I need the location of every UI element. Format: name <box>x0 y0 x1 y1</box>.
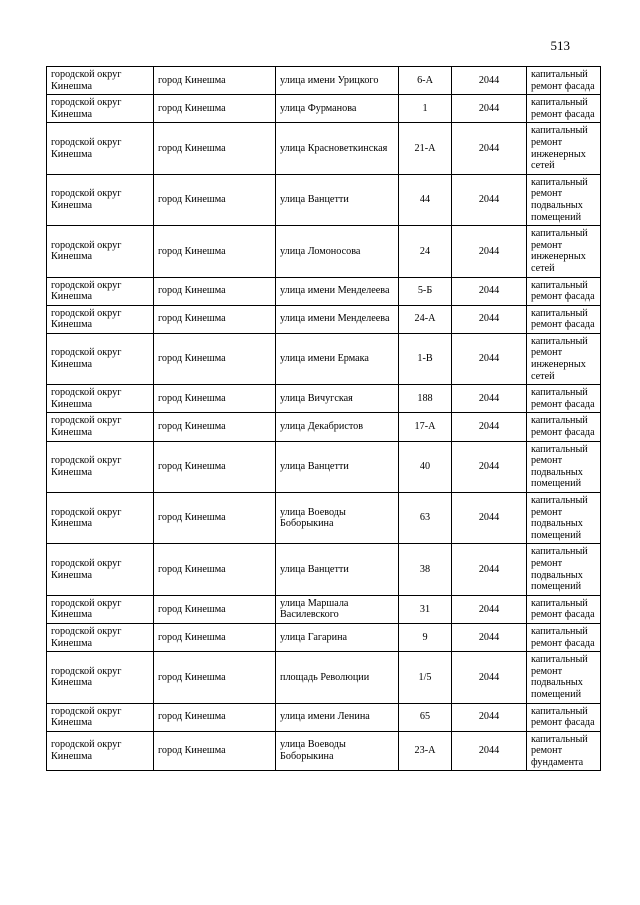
cell-street: улица имени Урицкого <box>276 67 399 95</box>
table-row <box>47 703 601 731</box>
cell-street: улица имени Ермака <box>276 333 399 384</box>
cell-work-type: капитальный ремонт подвальных помещений <box>527 493 601 544</box>
cell-okrug: городской округ Кинешма <box>47 95 154 123</box>
cell-work-type: капитальный ремонт подвальных помещений <box>527 441 601 492</box>
cell-city: город Кинешма <box>154 123 276 174</box>
table-row <box>47 441 601 492</box>
cell-street: улица Ванцетти <box>276 544 399 595</box>
cell-okrug: городской округ Кинешма <box>47 333 154 384</box>
cell-work-type: капитальный ремонт фасада <box>527 305 601 333</box>
cell-year: 2044 <box>452 277 527 305</box>
cell-city: город Кинешма <box>154 226 276 277</box>
cell-work-type: капитальный ремонт фасада <box>527 703 601 731</box>
cell-year: 2044 <box>452 67 527 95</box>
cell-year: 2044 <box>452 731 527 771</box>
cell-work-type: капитальный ремонт фасада <box>527 277 601 305</box>
table-row <box>47 595 601 623</box>
cell-street: улица Декабристов <box>276 413 399 441</box>
page-number: 513 <box>550 38 570 53</box>
table-row <box>47 174 601 225</box>
cell-city: город Кинешма <box>154 305 276 333</box>
table-row <box>47 652 601 703</box>
cell-work-type: капитальный ремонт инженерных сетей <box>527 226 601 277</box>
table-row <box>47 623 601 651</box>
cell-house-number: 24 <box>399 226 452 277</box>
cell-city: город Кинешма <box>154 703 276 731</box>
cell-okrug: городской округ Кинешма <box>47 67 154 95</box>
table-row <box>47 544 601 595</box>
cell-okrug: городской округ Кинешма <box>47 385 154 413</box>
cell-okrug: городской округ Кинешма <box>47 226 154 277</box>
cell-year: 2044 <box>452 226 527 277</box>
cell-street: улица Гагарина <box>276 623 399 651</box>
cell-house-number: 63 <box>399 493 452 544</box>
table-row <box>47 226 601 277</box>
cell-work-type: капитальный ремонт подвальных помещений <box>527 544 601 595</box>
table-row <box>47 95 601 123</box>
cell-okrug: городской округ Кинешма <box>47 413 154 441</box>
cell-street: улица Вичугская <box>276 385 399 413</box>
cell-work-type: капитальный ремонт подвальных помещений <box>527 174 601 225</box>
cell-house-number: 23-А <box>399 731 452 771</box>
cell-year: 2044 <box>452 305 527 333</box>
cell-house-number: 21-А <box>399 123 452 174</box>
cell-year: 2044 <box>452 441 527 492</box>
cell-street: улица имени Ленина <box>276 703 399 731</box>
cell-house-number: 1 <box>399 95 452 123</box>
cell-city: город Кинешма <box>154 95 276 123</box>
cell-city: город Кинешма <box>154 652 276 703</box>
cell-work-type: капитальный ремонт фасада <box>527 95 601 123</box>
table-row <box>47 413 601 441</box>
cell-work-type: капитальный ремонт подвальных помещений <box>527 652 601 703</box>
cell-street: улица Маршала Василевского <box>276 595 399 623</box>
cell-year: 2044 <box>452 333 527 384</box>
cell-house-number: 65 <box>399 703 452 731</box>
table-row <box>47 123 601 174</box>
table-row <box>47 333 601 384</box>
cell-street: улица имени Менделеева <box>276 305 399 333</box>
cell-okrug: городской округ Кинешма <box>47 703 154 731</box>
cell-year: 2044 <box>452 123 527 174</box>
cell-street: улица Красноветкинская <box>276 123 399 174</box>
cell-city: город Кинешма <box>154 413 276 441</box>
cell-house-number: 31 <box>399 595 452 623</box>
cell-okrug: городской округ Кинешма <box>47 305 154 333</box>
cell-work-type: капитальный ремонт фундамента <box>527 731 601 771</box>
cell-year: 2044 <box>452 652 527 703</box>
cell-house-number: 188 <box>399 385 452 413</box>
cell-year: 2044 <box>452 623 527 651</box>
repair-schedule-table <box>46 66 601 771</box>
table-body <box>47 67 601 771</box>
cell-house-number: 6-А <box>399 67 452 95</box>
cell-city: город Кинешма <box>154 493 276 544</box>
cell-house-number: 1/5 <box>399 652 452 703</box>
cell-street: улица Ванцетти <box>276 441 399 492</box>
cell-work-type: капитальный ремонт фасада <box>527 413 601 441</box>
table-row <box>47 305 601 333</box>
cell-city: город Кинешма <box>154 595 276 623</box>
cell-street: улица имени Менделеева <box>276 277 399 305</box>
cell-city: город Кинешма <box>154 441 276 492</box>
cell-city: город Кинешма <box>154 174 276 225</box>
cell-work-type: капитальный ремонт фасада <box>527 67 601 95</box>
table-row <box>47 731 601 771</box>
cell-city: город Кинешма <box>154 385 276 413</box>
cell-street: площадь Революции <box>276 652 399 703</box>
cell-work-type: капитальный ремонт фасада <box>527 385 601 413</box>
table-row <box>47 67 601 95</box>
cell-street: улица Воеводы Боборыкина <box>276 493 399 544</box>
cell-year: 2044 <box>452 595 527 623</box>
cell-house-number: 17-А <box>399 413 452 441</box>
cell-city: город Кинешма <box>154 623 276 651</box>
cell-city: город Кинешма <box>154 333 276 384</box>
cell-okrug: городской округ Кинешма <box>47 493 154 544</box>
cell-year: 2044 <box>452 493 527 544</box>
cell-street: улица Ломоносова <box>276 226 399 277</box>
table-row <box>47 277 601 305</box>
cell-house-number: 38 <box>399 544 452 595</box>
cell-year: 2044 <box>452 703 527 731</box>
cell-house-number: 5-Б <box>399 277 452 305</box>
cell-city: город Кинешма <box>154 544 276 595</box>
cell-okrug: городской округ Кинешма <box>47 123 154 174</box>
cell-street: улица Воеводы Боборыкина <box>276 731 399 771</box>
cell-city: город Кинешма <box>154 277 276 305</box>
cell-street: улица Ванцетти <box>276 174 399 225</box>
cell-house-number: 9 <box>399 623 452 651</box>
cell-okrug: городской округ Кинешма <box>47 652 154 703</box>
cell-work-type: капитальный ремонт фасада <box>527 595 601 623</box>
cell-house-number: 40 <box>399 441 452 492</box>
table-row <box>47 385 601 413</box>
cell-work-type: капитальный ремонт фасада <box>527 623 601 651</box>
cell-work-type: капитальный ремонт инженерных сетей <box>527 333 601 384</box>
cell-okrug: городской округ Кинешма <box>47 731 154 771</box>
table-row <box>47 493 601 544</box>
cell-street: улица Фурманова <box>276 95 399 123</box>
cell-house-number: 24-А <box>399 305 452 333</box>
cell-house-number: 44 <box>399 174 452 225</box>
cell-okrug: городской округ Кинешма <box>47 544 154 595</box>
cell-okrug: городской округ Кинешма <box>47 174 154 225</box>
cell-year: 2044 <box>452 95 527 123</box>
cell-year: 2044 <box>452 413 527 441</box>
cell-okrug: городской округ Кинешма <box>47 441 154 492</box>
cell-year: 2044 <box>452 174 527 225</box>
cell-city: город Кинешма <box>154 731 276 771</box>
cell-house-number: 1-В <box>399 333 452 384</box>
cell-year: 2044 <box>452 544 527 595</box>
cell-okrug: городской округ Кинешма <box>47 277 154 305</box>
cell-work-type: капитальный ремонт инженерных сетей <box>527 123 601 174</box>
cell-okrug: городской округ Кинешма <box>47 595 154 623</box>
cell-city: город Кинешма <box>154 67 276 95</box>
cell-okrug: городской округ Кинешма <box>47 623 154 651</box>
cell-year: 2044 <box>452 385 527 413</box>
